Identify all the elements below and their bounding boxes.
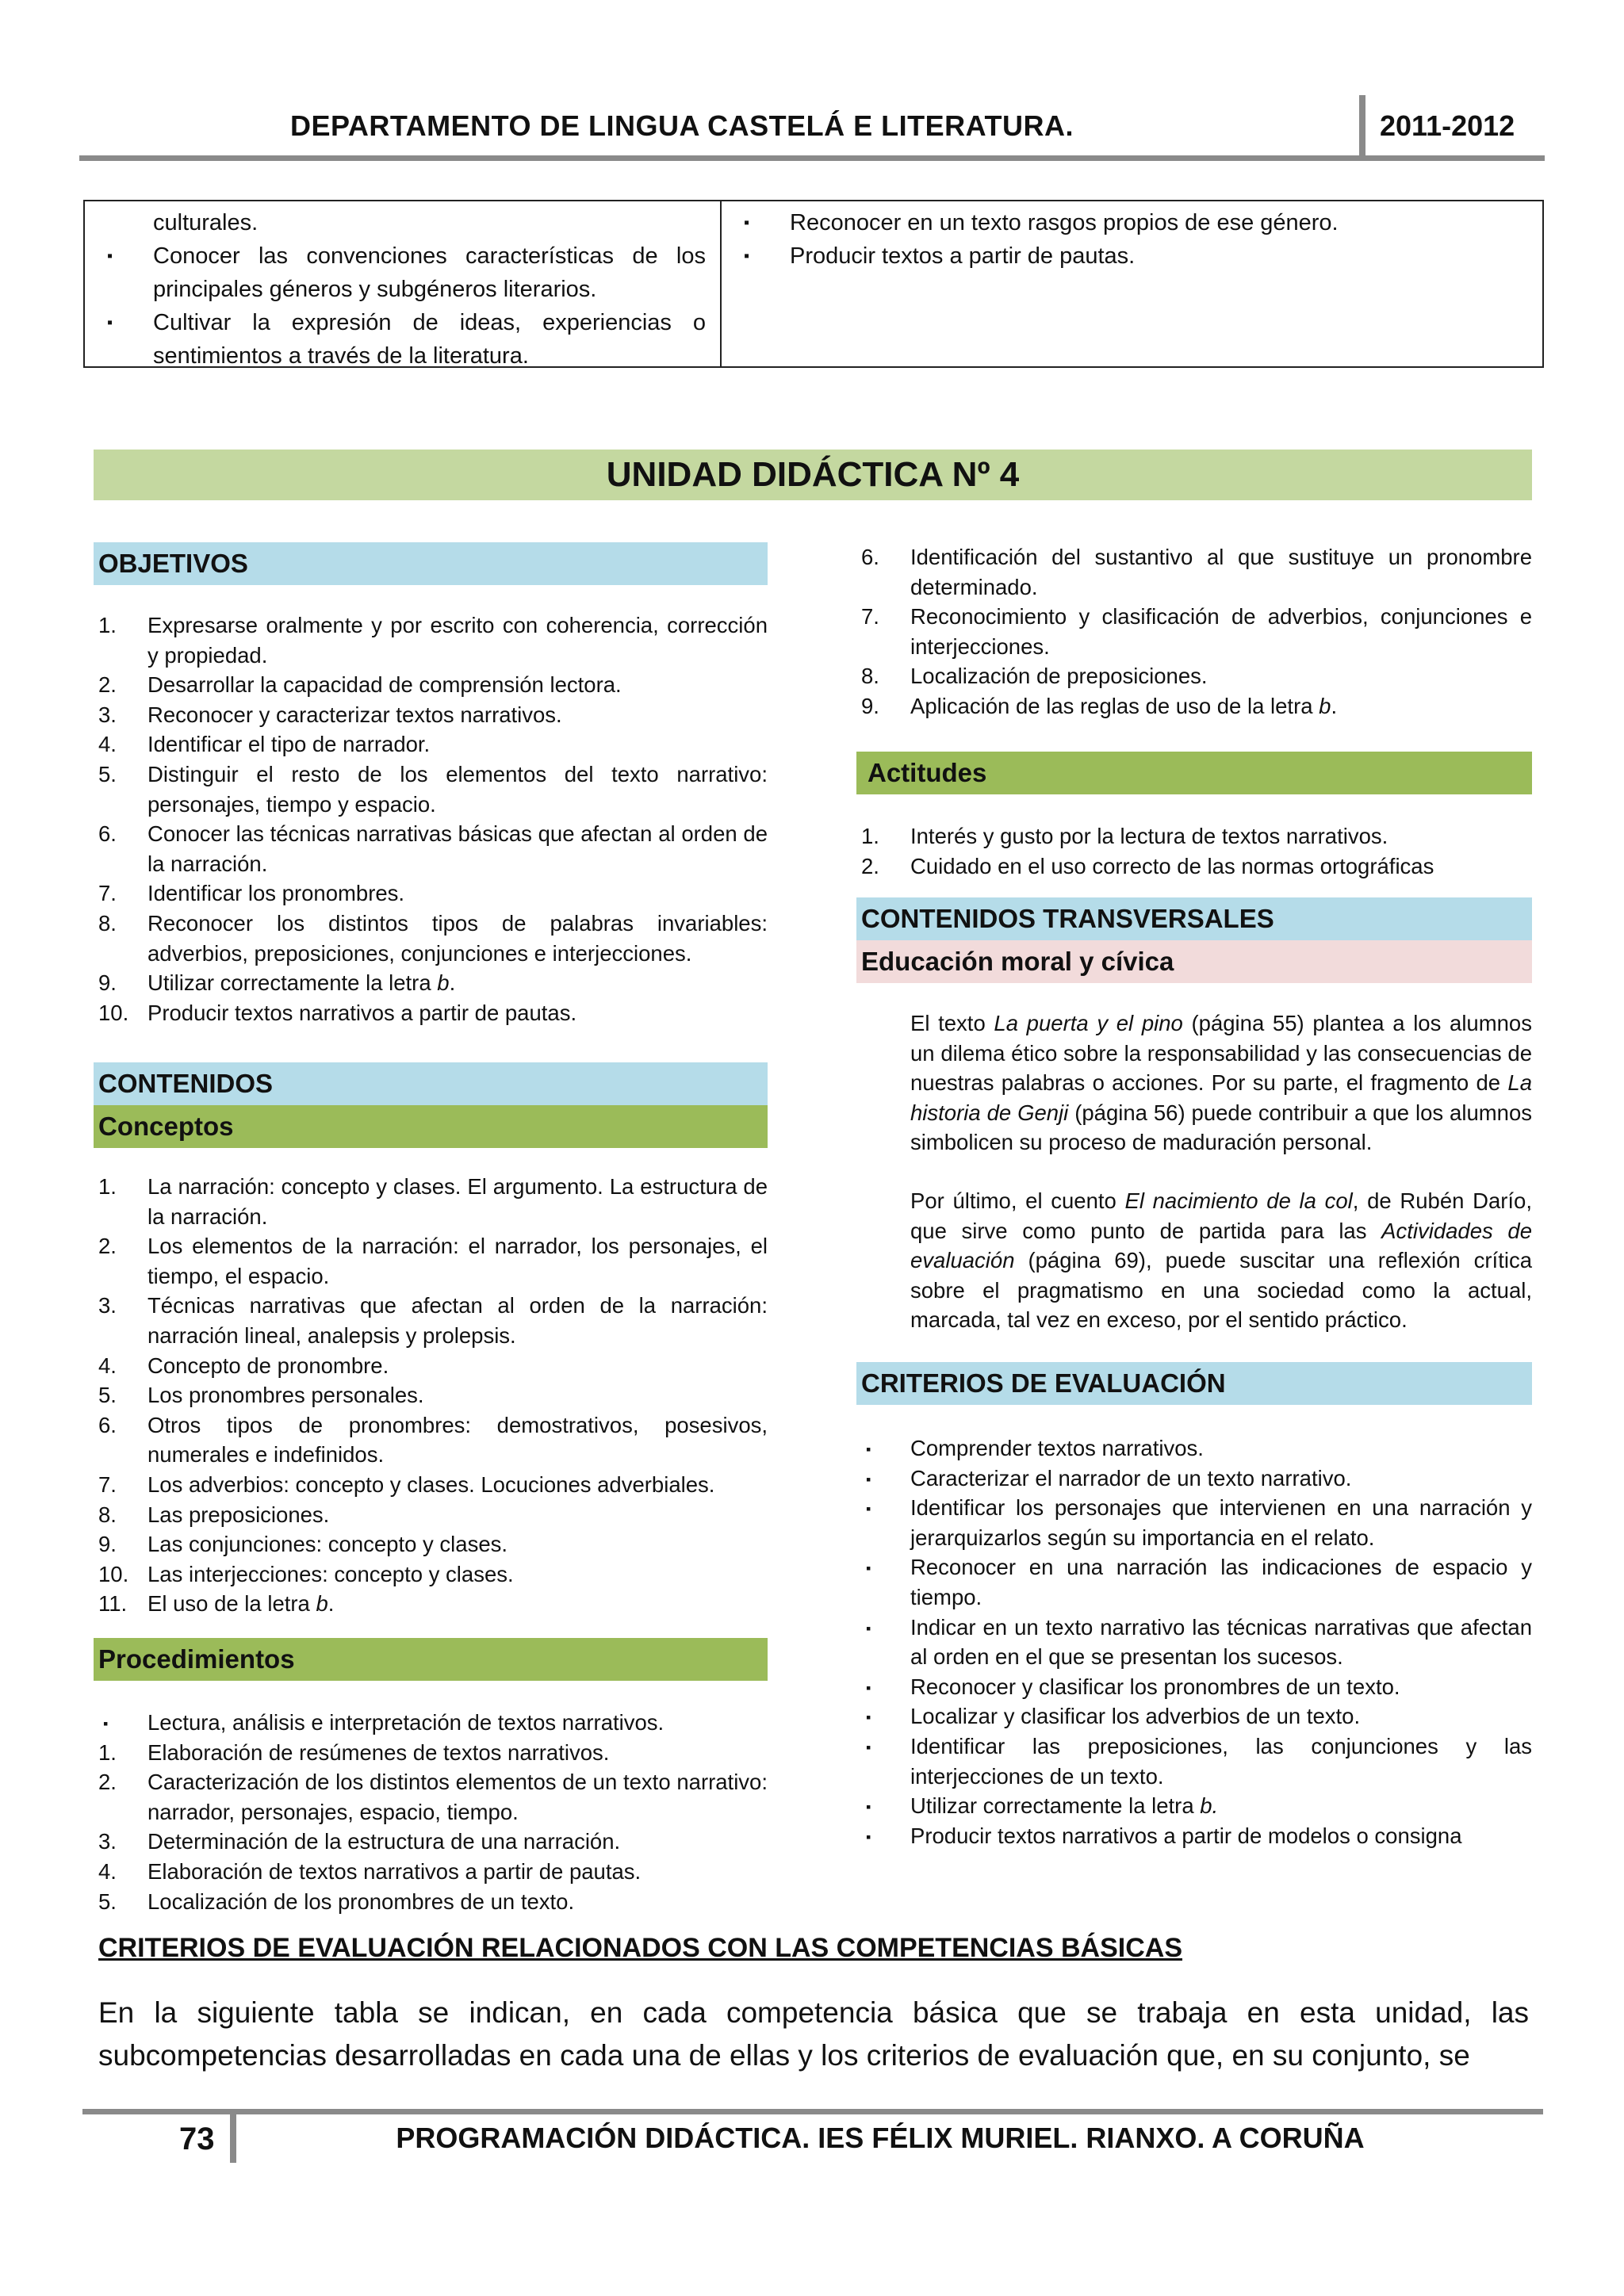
item-text: Elaboración de resúmenes de textos narrativos. bbox=[147, 1739, 610, 1765]
item-number: 8. bbox=[98, 1502, 117, 1527]
transversales-heading: CONTENIDOS TRANSVERSALES bbox=[856, 897, 1532, 940]
concepto-item bbox=[94, 1291, 768, 1350]
item-number: 7. bbox=[98, 881, 117, 906]
objetivo-item bbox=[94, 968, 768, 998]
competencias-heading: CRITERIOS DE EVALUACIÓN RELACIONADOS CON LAS COMPETENCIAS BÁSICAS bbox=[98, 1933, 1183, 1963]
item-number: 1. bbox=[98, 1739, 117, 1765]
procedimientos-list-continued bbox=[856, 542, 1532, 721]
objetivo-item bbox=[94, 670, 768, 700]
footer-text: PROGRAMACIÓN DIDÁCTICA. IES FÉLIX MURIEL. RIANXO. A CORUÑA bbox=[396, 2122, 1365, 2154]
objetivo-item bbox=[94, 700, 768, 730]
competencias-intro: En la siguiente tabla se indican, en cada competencia básica que se trabaja en esta unidad, las subcompetencias desarrolladas en cada una de ellas y los criterios de evaluación que, en su conjunto, se bbox=[98, 1996, 1529, 2072]
item-text: Comprender textos narrativos. bbox=[910, 1436, 1204, 1460]
item-text: Reconocimiento y clasificación de adverbios, conjunciones e interjecciones. bbox=[910, 604, 1532, 659]
item-number: 2. bbox=[98, 1234, 117, 1259]
item-text: Reconocer y clasificar los pronombres de un texto. bbox=[910, 1674, 1400, 1699]
concepto-item bbox=[94, 1529, 768, 1559]
item-number: 7. bbox=[861, 604, 879, 629]
objetivo-item bbox=[94, 610, 768, 670]
item-number: 3. bbox=[98, 702, 117, 727]
bullet-icon: ▪ bbox=[866, 1620, 871, 1636]
item-number: 6. bbox=[98, 821, 117, 847]
educacion-moral-heading: Educación moral y cívica bbox=[856, 940, 1532, 983]
item-number: 1. bbox=[98, 613, 117, 637]
item-number: 3. bbox=[98, 1293, 117, 1318]
item-number: 4. bbox=[98, 732, 117, 757]
transversales-paragraph-1: El texto La puerta y el pino (página 55) plantea a los alumnos un dilema ético sobre la responsabilidad y las consecuencias de nuestras palabras o acciones. Por su parte, el fragmento de La historia de Genji (página 56) puede contribuir a que los alumnos simbolicen su proceso de maduración personal. bbox=[910, 1011, 1532, 1155]
bullet-icon: ▪ bbox=[866, 1739, 871, 1755]
procedimientos-list bbox=[94, 1708, 768, 1916]
table-left-cell bbox=[85, 201, 722, 369]
concepto-item bbox=[94, 1172, 768, 1231]
criterios-list bbox=[856, 1433, 1532, 1850]
item-text: Reconocer los distintos tipos de palabras invariables: adverbios, preposiciones, conjunciones e interjecciones. bbox=[147, 910, 768, 966]
footer-rule bbox=[82, 2109, 1543, 2114]
item-text: Conocer las técnicas narrativas básicas que afectan al orden de la narración. bbox=[147, 821, 768, 876]
item-text: El uso de la letra b. bbox=[147, 1591, 335, 1617]
item-number: 5. bbox=[98, 761, 117, 786]
criterio-item bbox=[856, 1701, 1532, 1732]
item-number: 2. bbox=[98, 1770, 117, 1795]
item-text: Lectura, análisis e interpretación de textos narrativos. bbox=[147, 1710, 665, 1735]
item-text: Las conjunciones: concepto y clases. bbox=[147, 1532, 508, 1557]
item-number: 3. bbox=[98, 1829, 117, 1854]
item-text: Desarrollar la capacidad de comprensión lectora. bbox=[147, 672, 622, 698]
criterios-heading: CRITERIOS DE EVALUACIÓN bbox=[856, 1362, 1532, 1405]
item-number: 4. bbox=[98, 1858, 117, 1884]
objetivos-heading: OBJETIVOS bbox=[94, 542, 768, 585]
criterio-item bbox=[856, 1821, 1532, 1851]
item-text: Cultivar la expresión de ideas, experiencias o sentimientos a través de la literatura. bbox=[153, 310, 706, 369]
objetivo-item bbox=[94, 909, 768, 968]
objetivo-item bbox=[94, 729, 768, 760]
item-text: Localización de los pronombres de un texto. bbox=[147, 1888, 575, 1914]
continuation-table bbox=[83, 200, 1544, 368]
item-text: Caracterizar el narrador de un texto narrativo. bbox=[910, 1465, 1352, 1490]
header-separator bbox=[1359, 95, 1365, 160]
unit-title: UNIDAD DIDÁCTICA Nº 4 bbox=[94, 450, 1532, 500]
item-text: Los elementos de la narración: el narrador, los personajes, el tiempo, el espacio. bbox=[147, 1234, 768, 1288]
item-text: Localizar y clasificar los adverbios de un texto. bbox=[910, 1704, 1361, 1729]
table-item bbox=[736, 239, 1528, 273]
item-number: 10. bbox=[98, 1000, 129, 1025]
item-text: Interés y gusto por la lectura de textos narrativos. bbox=[910, 824, 1388, 848]
bullet-icon: ▪ bbox=[866, 1471, 871, 1487]
item-text: Identificar el tipo de narrador. bbox=[147, 732, 431, 757]
footer-separator bbox=[230, 2109, 236, 2163]
item-number: 9. bbox=[98, 1532, 117, 1557]
page-number: 73 bbox=[179, 2122, 215, 2156]
procedimiento-item bbox=[94, 1857, 768, 1887]
item-text: Concepto de pronombre. bbox=[147, 1353, 389, 1378]
bullet-icon: ▪ bbox=[866, 1709, 871, 1726]
item-text: Distinguir el resto de los elementos del texto narrativo: personajes, tiempo y espacio. bbox=[147, 761, 768, 817]
table-item bbox=[99, 239, 706, 306]
procedimiento-item bbox=[856, 602, 1532, 661]
bullet-icon: ▪ bbox=[103, 1716, 109, 1732]
item-text: Localización de preposiciones. bbox=[910, 664, 1208, 689]
item-number: 5. bbox=[98, 1888, 117, 1914]
item-text: Otros tipos de pronombres: demostrativos, posesivos, numerales e indefinidos. bbox=[147, 1412, 768, 1468]
item-text: Reconocer en un texto rasgos propios de ese género. bbox=[790, 210, 1339, 235]
item-text: Elaboración de textos narrativos a partir de pautas. bbox=[147, 1858, 642, 1884]
actitud-item bbox=[856, 851, 1532, 882]
header-rule bbox=[79, 155, 1545, 161]
item-number: 7. bbox=[98, 1471, 117, 1497]
bullet-icon: ▪ bbox=[866, 1560, 871, 1577]
item-text: La narración: concepto y clases. El argumento. La estructura de la narración. bbox=[147, 1174, 768, 1229]
item-number: 1. bbox=[98, 1174, 117, 1199]
table-item bbox=[736, 206, 1528, 239]
item-text: Producir textos narrativos a partir de modelos o consigna bbox=[910, 1823, 1462, 1848]
concepto-item bbox=[94, 1410, 768, 1470]
bullet-icon: ▪ bbox=[744, 214, 750, 232]
concepto-item bbox=[94, 1500, 768, 1530]
concepto-item bbox=[94, 1559, 768, 1590]
concepto-item bbox=[94, 1380, 768, 1410]
item-text: Reconocer y caracterizar textos narrativos. bbox=[147, 702, 562, 727]
header-year: 2011-2012 bbox=[1380, 109, 1515, 142]
objetivos-list bbox=[94, 610, 768, 1027]
procedimiento-item bbox=[856, 661, 1532, 691]
actitud-item bbox=[856, 821, 1532, 851]
item-text: Cuidado en el uso correcto de las normas ortográficas bbox=[910, 853, 1434, 878]
item-number: 11. bbox=[98, 1591, 128, 1617]
item-text: culturales. bbox=[153, 210, 259, 235]
item-text: Caracterización de los distintos elementos de un texto narrativo: narrador, personajes, espacio, tiempo. bbox=[147, 1770, 768, 1824]
objetivo-item bbox=[94, 819, 768, 878]
procedimiento-item bbox=[94, 1708, 768, 1738]
conceptos-list bbox=[94, 1172, 768, 1619]
concepto-item bbox=[94, 1351, 768, 1381]
bullet-icon: ▪ bbox=[107, 247, 113, 265]
item-text: Producir textos a partir de pautas. bbox=[790, 243, 1136, 269]
criterio-item bbox=[856, 1493, 1532, 1552]
bullet-icon: ▪ bbox=[866, 1441, 871, 1457]
item-text: Expresarse oralmente y por escrito con coherencia, corrección y propiedad. bbox=[147, 613, 768, 668]
item-text: Indicar en un texto narrativo las técnicas narrativas que afectan al orden en el que se presentan los sucesos. bbox=[910, 1614, 1532, 1670]
item-text: Los adverbios: concepto y clases. Locuciones adverbiales. bbox=[147, 1471, 715, 1497]
objetivo-item bbox=[94, 878, 768, 909]
item-number: 4. bbox=[98, 1353, 117, 1378]
bullet-icon: ▪ bbox=[866, 1501, 871, 1517]
bullet-icon: ▪ bbox=[866, 1799, 871, 1816]
criterio-item bbox=[856, 1672, 1532, 1702]
procedimiento-item bbox=[94, 1827, 768, 1857]
contenidos-heading: CONTENIDOS bbox=[94, 1062, 768, 1105]
item-number: 2. bbox=[98, 672, 117, 698]
item-text: Las preposiciones. bbox=[147, 1502, 330, 1527]
item-number: 5. bbox=[98, 1383, 117, 1408]
item-number: 10. bbox=[98, 1561, 129, 1586]
bullet-icon: ▪ bbox=[744, 247, 750, 265]
criterio-item bbox=[856, 1552, 1532, 1612]
bullet-icon: ▪ bbox=[866, 1679, 871, 1696]
transversales-paragraph-2: Por último, el cuento El nacimiento de la col, de Rubén Darío, que sirve como punto de partida para las Actividades de evaluación (página 69), puede suscitar una reflexión crítica sobre el pragmatismo en una sociedad como la actual, marcada, tal vez en exceso, por el sentido práctico. bbox=[910, 1188, 1532, 1333]
concepto-item bbox=[94, 1589, 768, 1619]
criterio-item bbox=[856, 1464, 1532, 1494]
bullet-icon: ▪ bbox=[866, 1828, 871, 1845]
item-text: Reconocer en una narración las indicaciones de espacio y tiempo. bbox=[910, 1555, 1532, 1609]
item-text: Identificar los pronombres. bbox=[147, 881, 405, 906]
procedimiento-item bbox=[856, 542, 1532, 602]
item-text: Los pronombres personales. bbox=[147, 1383, 424, 1408]
actitudes-heading bbox=[856, 752, 1532, 794]
procedimiento-item bbox=[94, 1738, 768, 1768]
conceptos-heading: Conceptos bbox=[94, 1105, 768, 1148]
item-number: 8. bbox=[98, 910, 117, 936]
criterio-item bbox=[856, 1732, 1532, 1791]
item-text: Utilizar correctamente la letra b. bbox=[910, 1793, 1219, 1819]
item-text: Identificación del sustantivo al que sustituye un pronombre determinado. bbox=[910, 545, 1532, 599]
item-text: Utilizar correctamente la letra b. bbox=[147, 970, 456, 996]
objetivo-item bbox=[94, 998, 768, 1028]
header-title: DEPARTAMENTO DE LINGUA CASTELÁ E LITERATURA. bbox=[290, 109, 1074, 142]
procedimiento-item bbox=[94, 1887, 768, 1917]
table-item bbox=[99, 306, 706, 373]
item-text: Técnicas narrativas que afectan al orden de la narración: narración lineal, analepsis y prolepsis. bbox=[147, 1293, 768, 1348]
item-number: 6. bbox=[98, 1412, 117, 1437]
item-number: 6. bbox=[861, 545, 879, 569]
item-text: Aplicación de las reglas de uso de la letra b. bbox=[910, 693, 1338, 718]
actitudes-heading-label: Actitudes bbox=[868, 758, 987, 787]
criterio-item bbox=[856, 1613, 1532, 1672]
concepto-item bbox=[94, 1470, 768, 1500]
item-text: Producir textos narrativos a partir de pautas. bbox=[147, 1000, 577, 1025]
bullet-icon: ▪ bbox=[107, 314, 113, 331]
item-number: 2. bbox=[861, 853, 879, 878]
item-text: Las interjecciones: concepto y clases. bbox=[147, 1561, 514, 1586]
item-number: 1. bbox=[861, 824, 879, 848]
procedimiento-item bbox=[856, 691, 1532, 721]
item-number: 9. bbox=[98, 970, 117, 996]
item-number: 8. bbox=[861, 664, 879, 689]
table-right-cell bbox=[722, 201, 1542, 366]
concepto-item bbox=[94, 1231, 768, 1291]
criterio-item bbox=[856, 1433, 1532, 1464]
actitudes-list bbox=[856, 821, 1532, 881]
procedimiento-item bbox=[94, 1767, 768, 1827]
item-number: 9. bbox=[861, 693, 879, 718]
procedimientos-heading: Procedimientos bbox=[94, 1638, 768, 1681]
objetivo-item bbox=[94, 760, 768, 819]
criterio-item bbox=[856, 1791, 1532, 1821]
item-text: Identificar las preposiciones, las conjunciones y las interjecciones de un texto. bbox=[910, 1733, 1532, 1789]
item-text: Determinación de la estructura de una narración. bbox=[147, 1829, 621, 1854]
item-text: Conocer las convenciones características de los principales géneros y subgéneros literarios. bbox=[153, 243, 706, 302]
item-text: Identificar los personajes que intervienen en una narración y jerarquizarlos según su importancia en el relato. bbox=[910, 1495, 1532, 1550]
table-item bbox=[99, 206, 706, 239]
